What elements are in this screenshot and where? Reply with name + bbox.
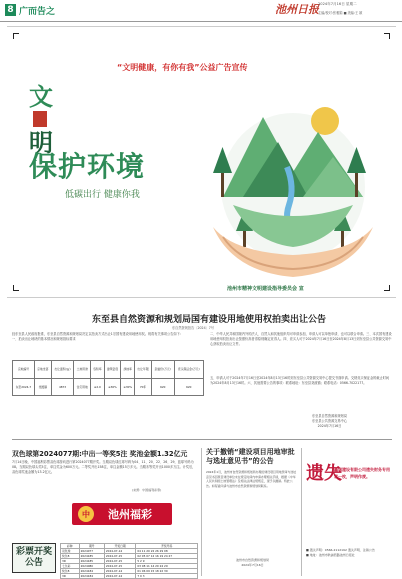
table-cell: 3D — [61, 574, 80, 579]
table-cell: 620 — [151, 378, 174, 396]
public-service-ad — [7, 26, 396, 298]
page-header — [0, 0, 402, 22]
notice-intro-text: 经东至县人民政府批准，东至县自然资源和规划局决定以拍卖方式出让1宗国有建设用地使用权。现将有关事项公告如下： — [12, 332, 183, 336]
signing-date: 2024年7月16日 — [317, 424, 342, 428]
svg-text:明: 明 — [29, 128, 53, 157]
table-cell: 620 — [174, 378, 203, 396]
table-header-cell: 竞买保证金(万元) — [174, 361, 203, 379]
signing-organization: 池州市自然资源和规划局 — [236, 558, 270, 562]
table-cell: 住宅用地 — [74, 378, 91, 396]
newspaper-masthead: 池州日报 — [275, 3, 319, 16]
table-cell: 快乐8 — [61, 554, 80, 559]
table-header-cell: 开奖号码 — [136, 544, 198, 549]
table-header-cell: 出让面积(㎡) — [51, 361, 74, 379]
table-header-cell: 容积率 — [91, 361, 104, 379]
table-cell: 2024-07-14 — [104, 549, 135, 554]
lottery-body: 7月14日晚，中国福利彩票双色球游戏进行第2024077期开奖。当期双色球红球号码为04、11、20、22、26、29，蓝球号码为08。当期双色球头奖5注，单注奖金为600万元。二等奖开出158注，单注金额15万多元。当期末等奖开出1000多万注。计奖后，双色球奖池金额为13.2亿元。 — [12, 460, 196, 474]
table-cell: 2024185 — [79, 559, 104, 564]
svg-text:中: 中 — [82, 510, 90, 519]
table-cell: ≤30% — [104, 378, 121, 396]
column-divider — [201, 448, 202, 576]
table-cell: 2024185 — [79, 554, 104, 559]
table-cell: ≥30% — [121, 378, 135, 396]
table-header-cell: 土地用途 — [74, 361, 91, 379]
table-header-cell: 宗地编号 — [13, 361, 35, 379]
lottery-results-table — [60, 543, 198, 579]
corner-mark — [384, 33, 390, 39]
table-cell: 7 0 3 — [136, 574, 198, 579]
land-auction-notice — [12, 312, 392, 440]
notice-terms: 二、中华人民共和国境内外的法人、自然人和其他组织均可申请参加，申请人可以单独申请，也可以联合申请。三、本次国有建设用地使用权拍卖出让按照价高者得原则确定竞得人。四、竞买人可于2024年7月16日至2024年8月13日到东至县公共资源交易中心获取拍卖出让文件。 — [210, 332, 392, 346]
table-cell: 快乐8 — [61, 569, 80, 574]
classified-ad-title: 遗失 — [306, 463, 342, 484]
table-header-cell: 开奖日期 — [104, 544, 135, 549]
notice-section-heading: 一、拍卖出让地块的基本情况和规划指标要求 — [12, 337, 76, 341]
signing-date: 2024年7月16日 — [241, 562, 264, 567]
table-cell: 03 08 11 14 20 24 29 — [136, 564, 198, 569]
notice-title: 东至县自然资源和规划局国有建设用地使用权拍卖出让公告 — [92, 315, 327, 325]
signing-organization: 东至县自然资源和规划局 — [312, 414, 348, 418]
table-cell: 2024184 — [79, 574, 104, 579]
lottery-brand-text: 池州福彩 — [108, 508, 152, 521]
table-cell: 2024-07-15 — [104, 564, 135, 569]
table-header-cell: 建筑密度 — [104, 361, 121, 379]
table-cell: 04 11 20 22 26 29 08 — [136, 549, 198, 554]
table-row — [61, 574, 198, 579]
ad-sponsor: 池州市精神文明建设指导委员会 宣 — [227, 286, 304, 292]
notice-application: 五、申请人可于2024年7月16日至2024年8月13日16时到东至县公共资源交易中心提交书面申请。交纳竞买保证金的截止时间为2024年8月13日16时。六、其他需要公告的事项：联系地址：东至县尧渡镇；联系电话：0566-7022177。 — [210, 376, 390, 385]
table-cell: 尧渡镇 — [34, 378, 51, 396]
revocation-notice — [206, 448, 298, 576]
table-cell: 4873 — [51, 378, 74, 396]
notice-intro — [12, 332, 204, 360]
ad-slogan: “文明健康，有你有我”公益广告宣传 — [117, 63, 248, 72]
table-cell: 02 05 07 12 16 19 24 27 — [136, 554, 198, 559]
classified-ad-text: 鑫城建设有限公司遗失财务专用章一枚，声明作废。 — [334, 467, 390, 479]
corner-mark — [384, 285, 390, 291]
table-cell: 5 2 9 — [136, 559, 198, 564]
table-cell: 70年 — [135, 378, 152, 396]
lottery-source: (来源：中国福利彩票) — [132, 488, 162, 492]
table-cell: 2024080 — [79, 564, 104, 569]
table-cell: 2024-07-15 — [104, 554, 135, 559]
revocation-signature — [236, 558, 269, 567]
classified-ad-contact — [306, 548, 398, 557]
lottery-results-label: 彩票开奖公告 — [12, 543, 56, 573]
table-header-row — [13, 361, 204, 379]
lottery-news — [12, 448, 198, 576]
table-cell: ≤2.0 — [91, 378, 104, 396]
revocation-body: 2024年1月，池州市自然资源和规划局办理的建设项目用地预审与选址意见书因项目建设单位未在规定时间内申请办理相关手续，根据《中华人民共和国土地管理法》及相关法律法规规定，现予以撤销。特此公告。如有疑问请与池州市自然资源和规划局联系。 — [206, 470, 297, 488]
table-header-cell: 宗地坐落 — [34, 361, 51, 379]
ad-subtitle: 低碳出行 健康你我 — [65, 190, 140, 200]
table-cell: 东至2024-7 — [13, 378, 35, 396]
table-cell: 2024184 — [79, 569, 104, 574]
table-cell: 七乐彩 — [61, 564, 80, 569]
revocation-title: 关于撤销“建设项目用地审批与选址意见书”的公告 — [206, 448, 295, 465]
table-cell: 2024-07-15 — [104, 559, 135, 564]
table-cell: 2024-07-14 — [104, 569, 135, 574]
table-row — [13, 378, 204, 396]
table-cell: 双色球 — [61, 549, 80, 554]
land-parcel-table — [12, 360, 204, 396]
table-header-cell: 期号 — [79, 544, 104, 549]
column-divider — [301, 448, 302, 576]
corner-mark — [13, 285, 19, 291]
contact-line: ■ 地址：池州市秋浦西路池州日报社 — [306, 552, 355, 557]
ad-title: 保护环境 — [29, 150, 146, 183]
contact-line: ■ 遗失声明：0566-2112192 遗失声明、注销公告 — [306, 548, 375, 552]
notice-number: 东自然资规拍告〔2024〕7号 — [172, 326, 215, 330]
table-header-cell: 出让年限 — [135, 361, 152, 379]
table-header-cell: 绿地率 — [121, 361, 135, 379]
hands-holding-nature-illustration — [203, 77, 383, 282]
editor-credit: 主编/校对:张雅娟 ■ 美编:王 颖 — [318, 11, 363, 15]
table-header-cell: 彩种 — [61, 544, 80, 549]
section-title: 广而告之 — [19, 7, 56, 17]
page-number-badge: 8 — [5, 4, 16, 16]
table-cell: 3D — [61, 559, 80, 564]
welfare-lottery-logo — [72, 503, 172, 525]
lottery-headline: 双色球第2024077期:中出一等奖5注 奖池金额1.32亿元 — [12, 450, 188, 458]
issue-date: 2024年7月16日 星期二 — [318, 2, 357, 6]
table-header-cell: 起始价(万元) — [151, 361, 174, 379]
svg-text:文: 文 — [29, 82, 53, 111]
table-cell: 2024-07-14 — [104, 574, 135, 579]
notice-signature — [312, 414, 347, 429]
corner-mark — [13, 33, 19, 39]
table-cell: 01 06 09 15 18 22 30 — [136, 569, 198, 574]
signing-organization: 东至县公共资源交易中心 — [312, 419, 348, 423]
classified-ad — [304, 452, 398, 575]
table-cell: 2024077 — [79, 549, 104, 554]
